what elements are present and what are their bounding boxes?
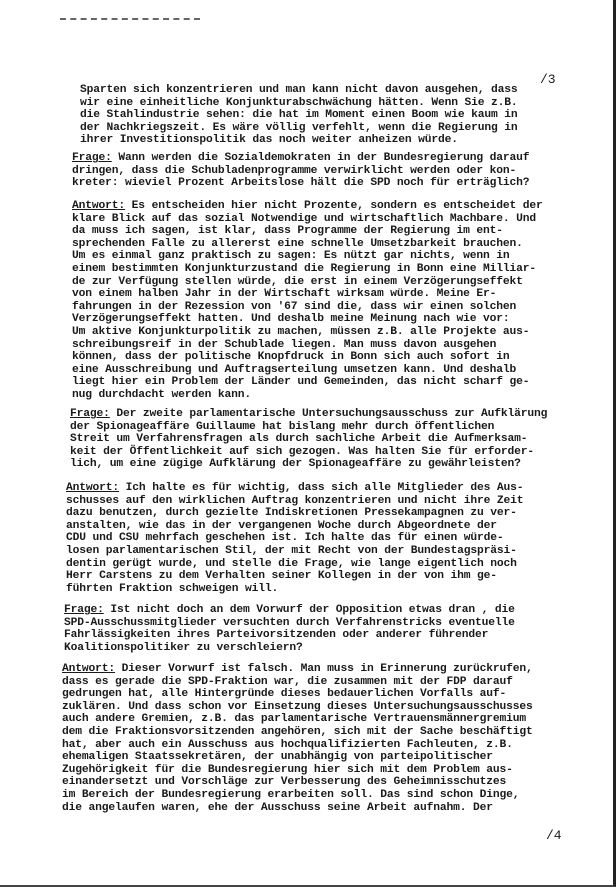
line-text: zuklären. Und dass schon vor Einsetzung dieses Untersuchungsausschusses [62,700,533,713]
line-text: Um es einmal ganz praktisch zu sagen: Es nützt gar nichts, wenn in [72,250,510,263]
text-line [62,726,533,739]
text-line [64,617,515,630]
line-text: dazu benutzen, durch gezielte Indiskretionen Pressekampagnen zu ver- [66,507,517,520]
line-text: die Stahlindustrie sehen: die hat im Moment einen Boom wie kaum in [80,109,518,122]
line-text: dass es gerade die SPD-Fraktion war, die zusammen mit der FDP darauf [62,675,513,688]
line-text: nug durchdacht werden kann. [72,388,251,401]
line-text: dringen, dass die Schubladenprogramme verwirklicht werden oder kon- [72,164,517,177]
text-line [72,376,543,389]
text-line [72,389,543,402]
text-line [72,238,543,251]
line-text: liegt hier ein Problem der Länder und Gemeinden, das nicht scharf ge- [72,376,530,389]
question-block-2 [70,408,547,471]
answer-label: Antwort: [66,482,120,494]
text-line [62,764,533,777]
text-line [72,152,529,165]
text-line [72,200,543,213]
text-line [70,458,547,471]
text-line [72,276,543,289]
text-line [72,301,543,314]
line-text: schreibungsreif in der Schublade liegen. Man muss davon ausgehen [72,338,497,351]
line-text: können, dass der politische Knopfdruck in Bonn sich auch sofort in [72,351,510,364]
text-line [80,97,518,110]
text-line [70,446,547,459]
text-line [72,263,543,276]
text-line [66,495,523,508]
text-line [72,177,529,190]
line-text: einandersetzt und Vorschläge zur Verbesserung des Geheimnisschutzes [62,776,507,789]
line-text: Fahrlässigkeiten ihres Parteivorsitzenden oder anderer führender [64,629,489,642]
line-text: keit der Öffentlichkeit auf sich gezogen. Was halten Sie für erforder- [70,445,535,458]
question-label: Frage: [64,604,104,616]
text-line [66,558,523,571]
line-text: führten Fraktion schweigen will. [66,582,279,595]
text-line [72,213,543,226]
line-text: Herr Carstens zu dem Verhalten seiner Kollegen in der von ihm ge- [66,570,497,583]
question-label: Frage: [70,408,110,420]
line-text: Zugehörigkeit für die Bundesregierung hier sich mit dem Problem aus- [62,763,513,776]
line-text: Wann werden die Sozialdemokraten in der Bundesregierung darauf [111,152,530,164]
text-line [66,570,523,583]
page-number-bottom: /4 [546,828,562,843]
line-text: ihrer Investitionspolitik das noch weiter anheizen würde. [80,134,458,147]
answer-block-1 [72,200,543,402]
page-number-top: /3 [540,72,556,87]
line-text: Ist nicht doch an dem Vorwurf der Opposition etwas dran , die [103,604,515,616]
line-text: dentin gerügt wurde, und stelle die Frage, wie lange eigentlich noch [66,557,517,570]
text-line [62,676,533,689]
line-text: SPD-Ausschussmitglieder versuchten durch Verfahrenstricks eventuelle [64,616,515,629]
question-block-3 [64,604,515,654]
line-text: Ich halte es für wichtig, dass sich alle Mitglieder des Aus- [119,482,524,494]
text-line [62,789,533,802]
text-line [62,701,533,714]
line-text: kreter: wieviel Prozent Arbeitslose hält die SPD noch für erträglich? [72,177,530,190]
text-line [62,751,533,764]
line-text: CDU und CSU mehrfach geschehen ist. Ich halte das für einen würde- [66,532,504,545]
line-text: Streit um Verfahrensfragen als durch sachliche Arbeit die Aufmerksam- [70,433,528,446]
text-line [70,408,547,421]
question-label: Frage: [72,152,112,164]
text-line [72,313,543,326]
text-line [80,122,518,135]
line-text: hat, aber auch ein Ausschuss aus hochqualifizierten Fachleuten, z.B. [62,738,513,751]
text-line [72,364,543,377]
text-line [66,482,523,495]
line-text: von einem halben Jahr in der Wirtschaft wirksam würde. Meine Er- [72,288,497,301]
text-line [62,688,533,701]
line-text: gedrungen hat, alle Hintergründe dieses bedauerlichen Vorfalls auf- [62,688,507,701]
line-text: Koalitionspolitiker zu verschleiern? [64,641,303,654]
text-line [66,520,523,533]
line-text: ehemaligen Staatssekretären, der unabhängig von parteipolitischer [62,751,493,764]
question-block-1 [72,152,529,190]
line-text: im Bereich der Bundesregierung erarbeiten soll. Das sind schon Dinge, [62,788,520,801]
text-line [62,713,533,726]
line-text: Es entscheiden hier nicht Prozente, sondern es entscheidet der [125,200,543,212]
top-dash-marks [60,18,200,23]
answer-block-2 [66,482,523,595]
text-line [72,339,543,352]
text-line [72,351,543,364]
line-text: anstalten, wie das in der vergangenen Woche durch Abgeordnete der [66,519,497,532]
text-line [72,165,529,178]
text-line [64,629,515,642]
text-line [70,421,547,434]
line-text: Sparten sich konzentrieren und man kann nicht davon ausgehen, dass [80,84,518,96]
line-text: lich, um eine zügige Aufklärung der Spionageaffäre zu gewährleisten? [70,458,521,471]
text-line [66,545,523,558]
line-text: einem bestimmten Konjunkturzustand die Regierung in Bonn eine Milliar- [72,262,537,275]
answer-block-3 [62,663,533,814]
text-block-intro [80,84,518,147]
text-line [80,109,518,122]
text-line [62,776,533,789]
text-line [62,802,533,815]
line-text: der Nachkriegszeit. Es wäre völlig verfehlt, wenn die Regierung in [80,121,518,134]
text-line [66,583,523,596]
text-line [64,604,515,617]
line-text: Der zweite parlamentarische Untersuchungsausschuss zur Aufklärung [109,408,548,420]
text-line [72,288,543,301]
line-text: sprechenden Falle zu allererst eine schnelle Umsetzbarkeit brauchen. [72,237,523,250]
text-line [80,134,518,147]
text-line [62,739,533,752]
answer-label: Antwort: [62,663,116,675]
line-text: Um aktive Konjunkturpolitik zu machen, müssen z.B. alle Projekte aus- [72,325,530,338]
line-text: schusses auf den wirklichen Auftrag konzentrieren und nicht ihre Zeit [66,494,524,507]
line-text: dem die Fraktionsvorsitzenden angehören, sich mit der Sache beschäftigt [62,725,533,738]
text-line [72,326,543,339]
text-line [66,532,523,545]
line-text: wir eine einheitliche Konjunkturabschwächung hätten. Wenn Sie z.B. [80,96,518,109]
line-text: eine Ausschreibung und Auftragserteilung umsetzen kann. Und deshalb [72,363,517,376]
text-line [64,642,515,655]
line-text: da muss ich sagen, ist klar, dass Programme der Regierung im ent- [72,225,503,238]
line-text: der Spionageaffäre Guillaume hat bislang mehr durch öffentlichen [70,420,495,433]
text-line [70,433,547,446]
answer-label: Antwort: [72,200,126,212]
line-text: losen parlamentarischen Stil, der mit Recht von der Bundestagspräsi- [66,544,517,557]
line-text: fahrungen in der Rezession von '67 sind die, dass wir einen solchen [72,300,517,313]
line-text: die angelaufen waren, ehe der Ausschuss seine Arbeit aufnahm. Der [62,801,493,814]
text-line [72,225,543,238]
text-line [62,663,533,676]
text-line [72,250,543,263]
line-text: Dieser Vorwurf ist falsch. Man muss in Erinnerung zurückrufen, [115,663,533,675]
text-line [80,84,518,97]
line-text: auch andere Gremien, z.B. das parlamentarische Vertrauensmännergremium [62,713,527,726]
line-text: Verzögerungseffekt hatten. Und deshalb meine Meinung nach wie vor: [72,313,510,326]
line-text: klare Blick auf das sozial Notwendige und wirtschaftlich Machbare. Und [72,212,537,225]
text-line [66,507,523,520]
line-text: de zur Verfügung stellen würde, die erst in einem Verzögerungseffekt [72,275,523,288]
